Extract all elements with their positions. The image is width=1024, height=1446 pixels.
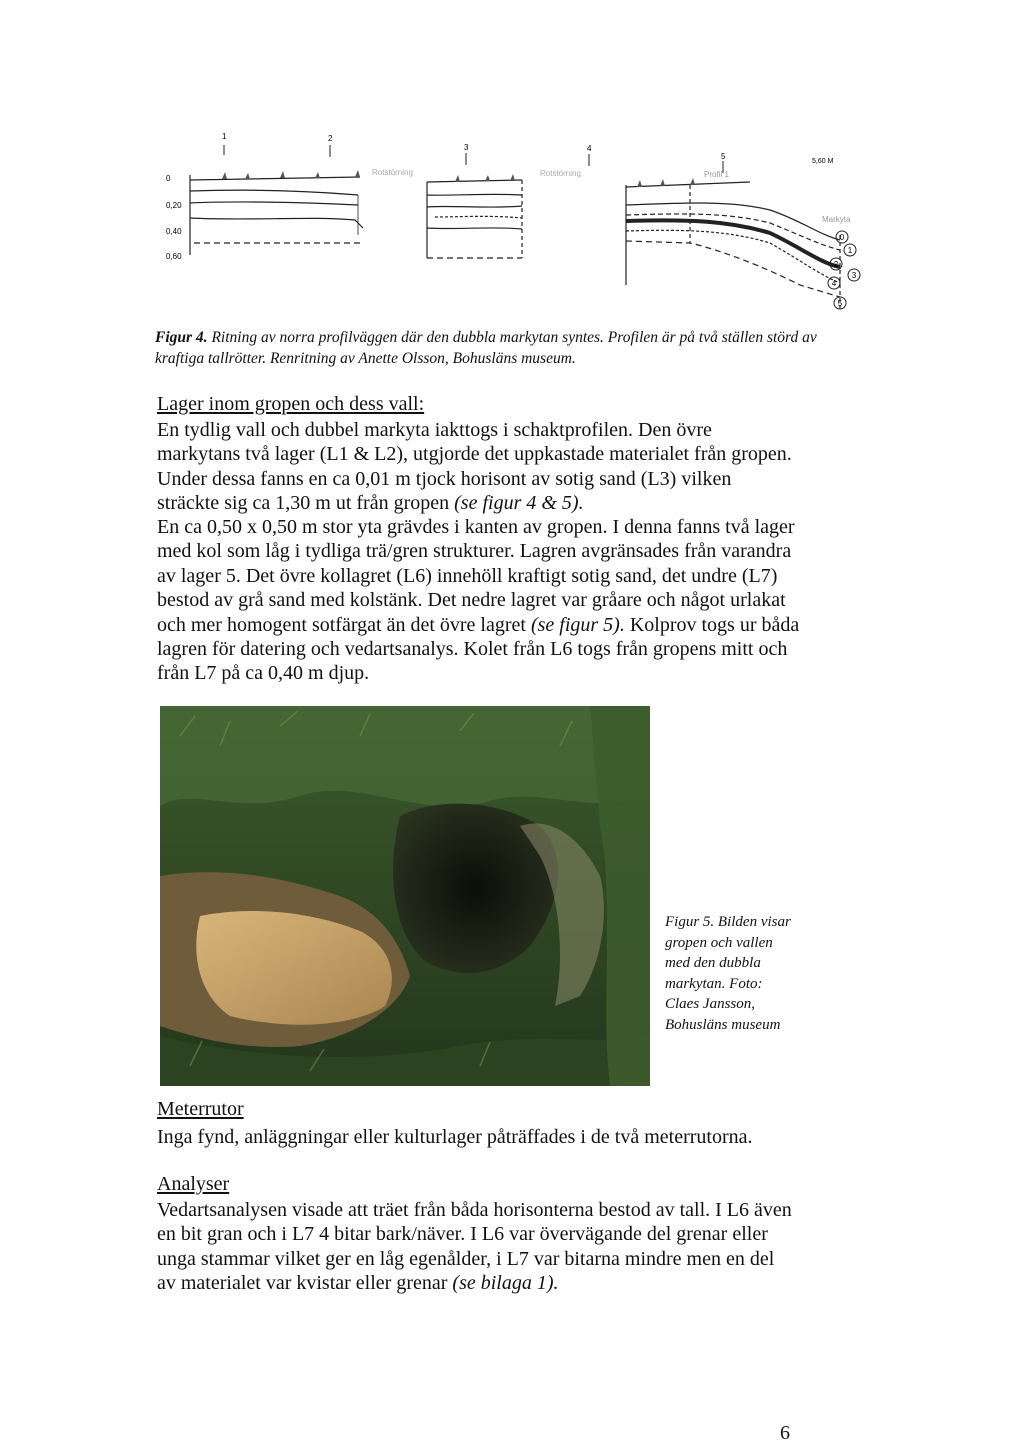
figure-4-caption — [155, 327, 835, 369]
paragraph-layers-2-tail: Kolprov togs ur båda lagren för datering och vedartsanalys. Kolet från L6 togs från gropens mitt och från L7 på ca 0,40 m djup. — [157, 613, 800, 685]
figure-4-label: Figur 4. — [155, 329, 208, 346]
figure-5-caption: Figur 5. Bilden visar gropen och vallen med den dubbla markytan. Foto: Claes Jansson, Bohusläns museum — [665, 914, 791, 1033]
column-ticks — [224, 145, 723, 173]
column-number-4: 4 — [587, 144, 592, 153]
end-label: 5,60 M — [812, 158, 834, 165]
profile-label: Profil 1 — [704, 170, 729, 179]
paragraph-layers-1 — [157, 418, 797, 516]
profile-drawing — [150, 125, 880, 335]
section-right — [626, 182, 840, 310]
disturbance-label-2: Rotstörning — [540, 169, 581, 178]
layer-marker-5: 5 — [837, 299, 843, 308]
section-heading-meterrutor: Meterrutor — [157, 1098, 244, 1120]
appendix-reference: (se bilaga 1). — [452, 1272, 559, 1295]
layer-marker-3: 3 — [851, 271, 857, 280]
paragraph-layers-2-text: En ca 0,50 x 0,50 m stor yta grävdes i kanten av gropen. I denna fanns två lager med kol som låg i tydliga trä/gren strukturer. Lagren avgränsades från varandra av lager 5. Det övre kollagret (L6) innehöll kraftigt sotig sand, det undre (L7) bestod av grå sand med kolstänk. Det nedre lagret var gråare och något urlakat och mer homogent sotfärgat än det övre lagret — [157, 516, 795, 636]
layer-marker-0: 0 — [839, 233, 845, 242]
layer-marker-1: 1 — [847, 246, 853, 255]
section-heading-layers: Lager inom gropen och dess vall: — [157, 393, 425, 415]
figure-reference: (se figur 5). — [530, 613, 625, 636]
column-number-3: 3 — [464, 143, 469, 152]
depth-label-40: 0,40 — [166, 227, 182, 236]
paragraph-analyser-text: Vedartsanalysen visade att träet från båda horisonterna bestod av tall. I L6 även en bit gran och i L7 4 bitar bark/näver. I L6 var övervägande del grenar eller unga stammar vilket ger en låg egenålder, i L7 var bitarna mindre men en del av materialet var kvistar eller grenar — [157, 1199, 792, 1295]
surface-label: Markyta — [822, 215, 851, 224]
figure-4-caption-text: Ritning av norra profilväggen där den dubbla markytan syntes. Profilen är på två ställen störd av kraftiga tallrötter. Renritning av Anette Olsson, Bohusläns museum. — [155, 329, 817, 367]
column-number-2: 2 — [328, 134, 333, 143]
column-number-5: 5 — [721, 152, 726, 161]
section-middle — [427, 180, 522, 258]
depth-label-60: 0,60 — [166, 252, 182, 261]
section-left — [190, 175, 363, 255]
layer-markers — [828, 231, 860, 309]
page-number: 6 — [780, 1422, 790, 1444]
column-number-1: 1 — [222, 132, 227, 141]
excavation-photo — [160, 706, 650, 1086]
disturbance-label-1: Rotstörning — [372, 168, 413, 177]
layer-marker-4: 4 — [831, 279, 837, 288]
depth-label-20: 0,20 — [166, 201, 182, 210]
layer-marker-2: 2 — [833, 260, 839, 269]
section-heading-analyser: Analyser — [157, 1173, 230, 1195]
paragraph-layers-1-text: En tydlig vall och dubbel markyta iakttogs i schaktprofilen. Den övre markytans två lager (L1 & L2), utgjorde det uppkastade materialet från gropen. Under dessa fanns en ca 0,01 m tjock horisont av sotig sand (L3) vilken sträckte sig ca 1,30 m ut från gropen — [157, 419, 792, 515]
paragraph-analyser — [157, 1198, 797, 1296]
depth-label-0: 0 — [166, 174, 171, 183]
paragraph-meterrutor: Inga fynd, anläggningar eller kulturlager påträffades i de två meterrutorna. — [157, 1126, 753, 1148]
figure-reference: (se figur 4 & 5). — [454, 492, 584, 515]
paragraph-layers-2 — [157, 515, 802, 686]
